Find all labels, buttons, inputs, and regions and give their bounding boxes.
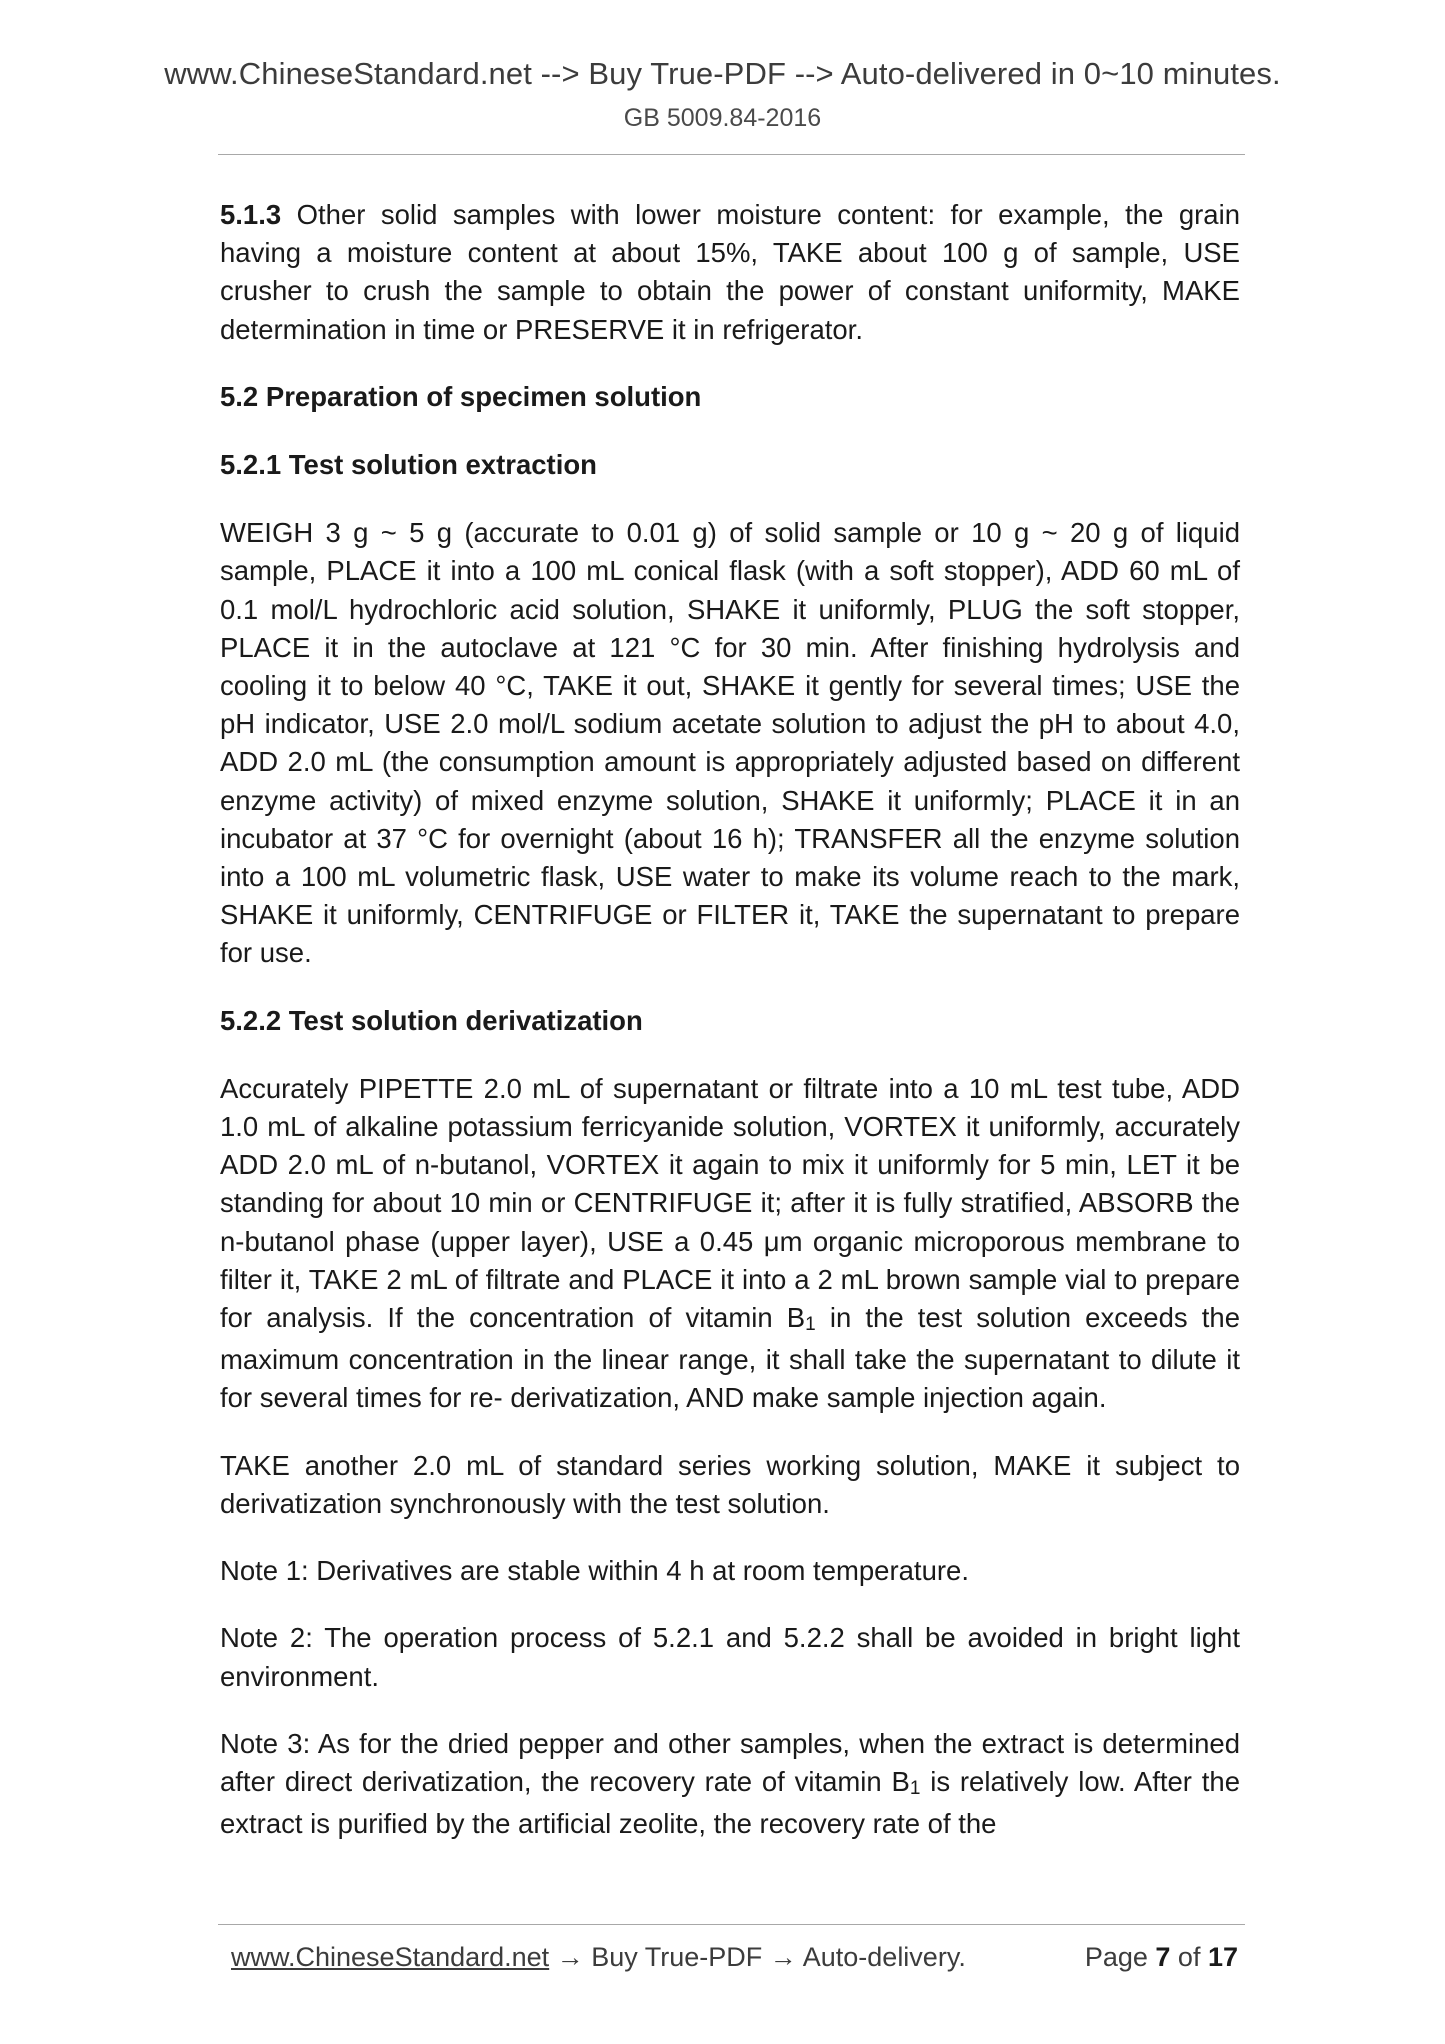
site-link[interactable]: www.ChineseStandard.net [231, 1942, 550, 1972]
heading-5-2-2: 5.2.2 Test solution derivatization [220, 1004, 643, 1036]
paragraph-5-2-1: WEIGH 3 g ~ 5 g (accurate to 0.01 g) of solid sample or 10 g ~ 20 g of liquid sample, PLACE it into a 100 mL conical flask (with a soft stopper), ADD 60 mL of 0.1 mol/L hydrochloric acid solution, SHAKE it uniformly, PLUG the soft stopper, PLACE it in the autoclave at 121 °C for 30 min. After finishing hydrolysis and cooling it to below 40 °C, TAKE it out, SHAKE it gently for several times; USE the pH indicator, USE 2.0 mol/L sodium acetate solution to adjust the pH to about 4.0, ADD 2.0 mL (the consumption amount is appropriately adjusted based on different enzyme activity) of mixed enzyme solution, SHAKE it uniformly; PLACE it in an incubator at 37 °C for overnight (about 16 h); TRANSFER all the enzyme solution into a 100 mL volumetric flask, USE water to make its volume reach to the mark, SHAKE it uniformly, CENTRIFUGE or FILTER it, TAKE the supernatant to prepare for use. [220, 517, 1240, 969]
note-3 [220, 1725, 1240, 1844]
page-current: 7 [1155, 1942, 1171, 1972]
page-of: of [1170, 1942, 1208, 1972]
clause-text: Other solid samples with lower moisture content: for example, the grain having a moisture content at about 15%, TAKE about 100 g of sample, USE crusher to crush the sample to obtain the power of constant uniformity, MAKE determination in time or PRESERVE it in refrigerator. [220, 199, 1240, 345]
page-total: 17 [1207, 1942, 1238, 1972]
heading-5-2: 5.2 Preparation of specimen solution [220, 380, 702, 412]
note-1: Note 1: Derivatives are stable within 4 h at room temperature. [220, 1555, 969, 1587]
footer-left [231, 1942, 966, 1973]
standard-id: GB 5009.84-2016 [623, 104, 822, 132]
footer-tagline: → Buy True-PDF → Auto-delivery. [549, 1942, 966, 1972]
paragraph-5-1-3 [220, 196, 1240, 349]
note-text-tail: is relatively low. After the extract is purified by the artificial zeolite, the recovery rate of the [220, 1765, 1240, 1840]
paragraph-text-tail: in the test solution exceeds the maximum concentration in the linear range, it shall take the supernatant to dilute it for several times for re- derivatization, AND make sample injection again. [220, 1302, 1240, 1414]
page-footer [231, 1942, 1238, 1982]
subscript: 1 [909, 1777, 921, 1799]
header-banner: www.ChineseStandard.net --> Buy True-PDF --> Auto-delivered in 0~10 minutes. [164, 56, 1281, 91]
header-divider [218, 154, 1245, 155]
footer-divider [218, 1924, 1245, 1925]
page-content [220, 196, 1240, 1872]
note-text: Note 3: As for the dried pepper and other samples, when the extract is determined after direct derivatization, the recovery rate of vitamin B [220, 1727, 1240, 1797]
paragraph-5-2-2-b: TAKE another 2.0 mL of standard series working solution, MAKE it subject to derivatization synchronously with the test solution. [220, 1449, 1240, 1519]
heading-5-2-1: 5.2.1 Test solution extraction [220, 449, 597, 481]
subscript: 1 [805, 1314, 816, 1336]
page-number [1085, 1942, 1238, 1973]
paragraph-5-2-2-a [220, 1070, 1240, 1418]
note-2: Note 2: The operation process of 5.2.1 and 5.2.2 shall be avoided in bright light environment. [220, 1622, 1240, 1692]
page-label: Page [1084, 1942, 1156, 1972]
clause-number: 5.1.3 [220, 199, 282, 230]
paragraph-text: Accurately PIPETTE 2.0 mL of supernatant or filtrate into a 10 mL test tube, ADD 1.0 mL of alkaline potassium ferricyanide solution, VORTEX it uniformly, accurately ADD 2.0 mL of n-butanol, VORTEX it again to mix it uniformly for 5 min, LET it be standing for about 10 min or CENTRIFUGE it; after it is fully stratified, ABSORB the n-butanol phase (upper layer), USE a 0.45 μm organic microporous membrane to filter it, TAKE 2 mL of filtrate and PLACE it into a 2 mL brown sample vial to prepare for analysis. If the concentration of vitamin B [220, 1072, 1240, 1334]
